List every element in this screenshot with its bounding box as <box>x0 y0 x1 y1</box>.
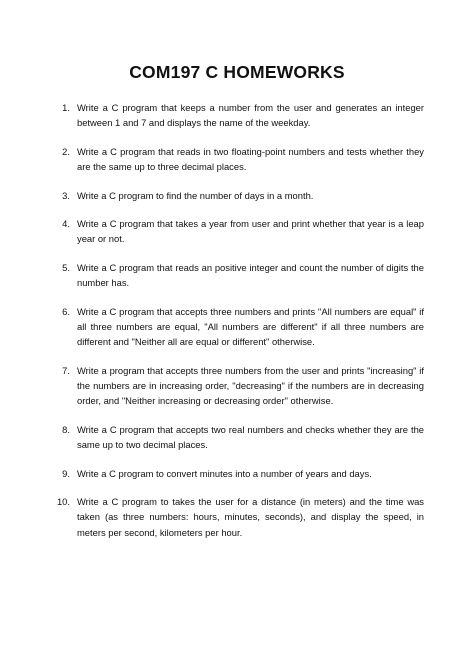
item-text: Write a C program to convert minutes into a number of years and days. <box>77 467 372 479</box>
item-text: Write a C program that reads in two floating-point numbers and tests whether they are the same up to three decimal places. <box>77 145 424 172</box>
item-text: Write a program that accepts three numbers from the user and prints "increasing" if the numbers are in increasing order, "decreasing" if the numbers are in decreasing order, and "Neither increasing or decreasing order" otherwise. <box>77 364 424 407</box>
item-number: 3. <box>62 189 70 201</box>
item-text: Write a C program to takes the user for a distance (in meters) and the time was taken (as three numbers: hours, minutes, seconds), and display the speed, in meters per second, kilometers per hour. <box>77 496 424 538</box>
item-text: Write a C program that reads an positive integer and count the number of digits the number has. <box>77 261 424 289</box>
list-item <box>52 466 424 481</box>
item-number: 7. <box>62 364 70 376</box>
list-item <box>52 188 424 203</box>
list-item <box>52 494 424 540</box>
homework-list <box>52 100 424 553</box>
item-text: Write a C program that accepts two real numbers and checks whether they are the same up to two decimal places. <box>77 423 424 450</box>
item-number: 8. <box>62 423 70 435</box>
item-number: 10. <box>56 496 70 508</box>
list-item <box>52 304 424 350</box>
list-item <box>52 100 424 130</box>
item-text: Write a C program that keeps a number from the user and generates an integer between 1 and 7 and displays the name of the weekday. <box>77 102 424 129</box>
list-item <box>52 144 424 174</box>
list-item <box>52 260 424 290</box>
item-number: 9. <box>62 467 70 479</box>
item-number: 5. <box>62 261 70 273</box>
item-text: Write a C program that takes a year from user and print whether that year is a leap year or not. <box>77 218 424 245</box>
item-number: 6. <box>62 305 70 317</box>
item-text: Write a C program that accepts three numbers and prints "All numbers are equal" if all three numbers are equal, "All numbers are different" if all three numbers are different and "Neither all are equal or different" otherwise. <box>77 305 424 348</box>
list-item <box>52 363 424 409</box>
item-number: 4. <box>62 218 70 230</box>
list-item <box>52 422 424 452</box>
item-number: 1. <box>62 102 70 113</box>
item-text: Write a C program to find the number of days in a month. <box>77 189 314 201</box>
page-title: COM197 C HOMEWORKS <box>129 62 345 82</box>
item-number: 2. <box>62 145 70 157</box>
list-item <box>52 216 424 246</box>
